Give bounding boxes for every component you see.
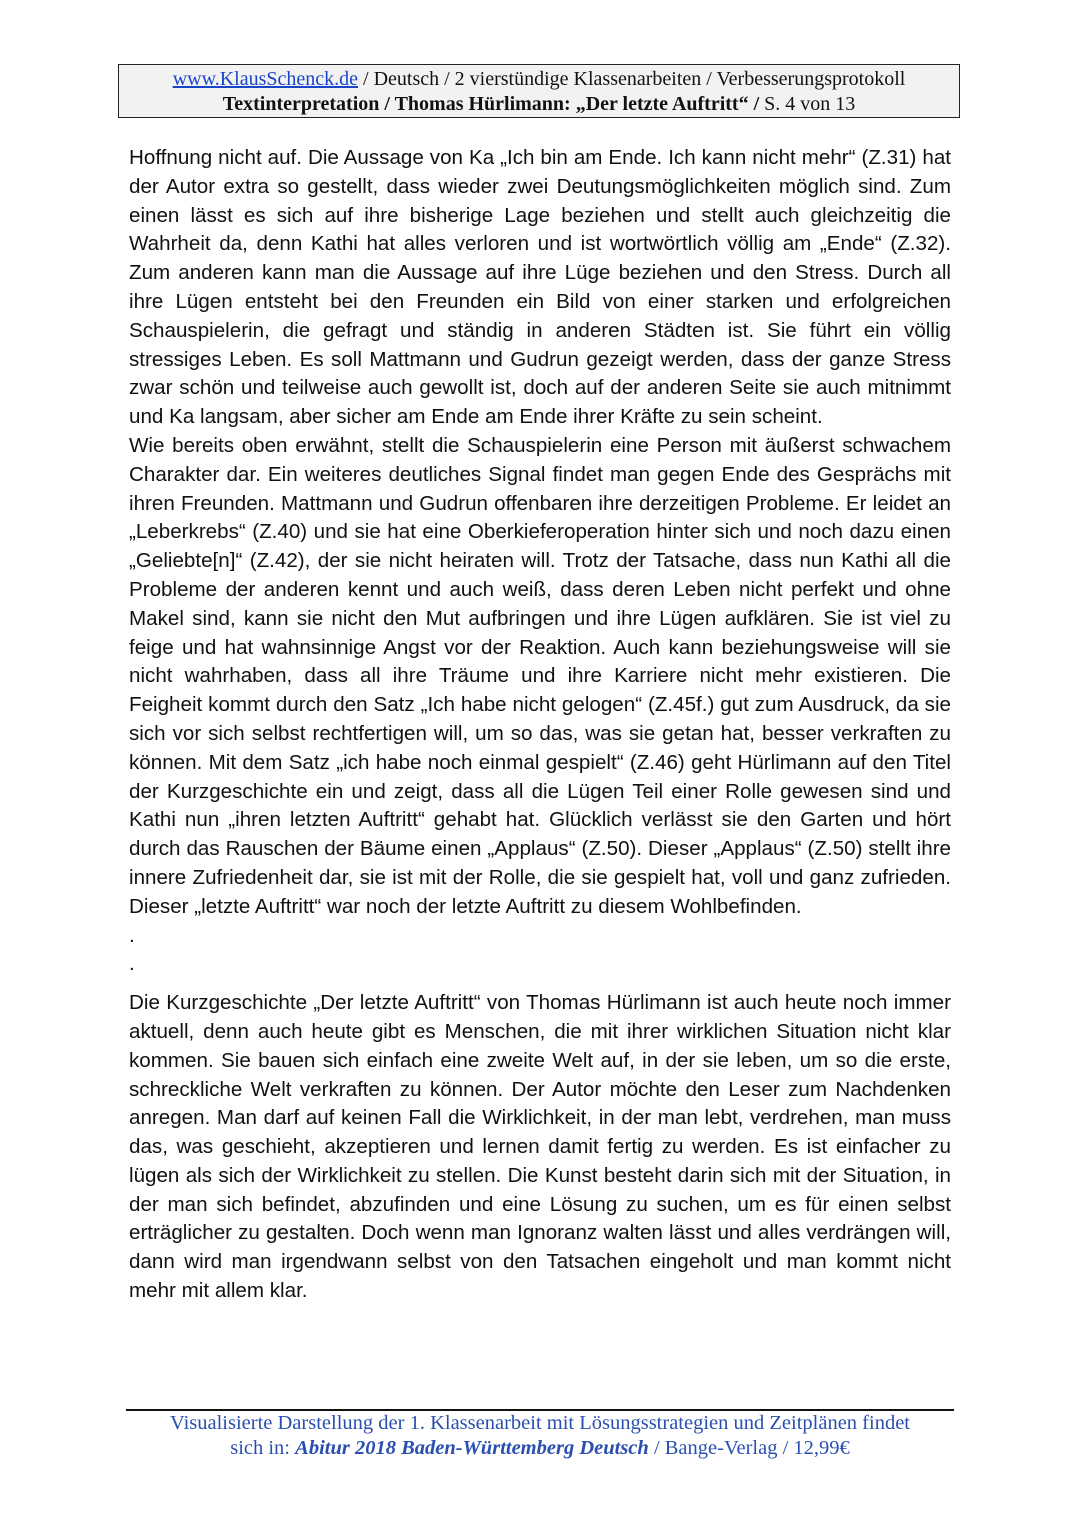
spacer [129, 979, 951, 989]
website-link[interactable]: www.KlausSchenck.de [172, 68, 359, 90]
header-line-1 [119, 67, 959, 92]
header-line-1-text: / Deutsch / 2 vierstündige Klassenarbeiten / Verbesserungsprotokoll [358, 68, 906, 90]
header-line-2 [119, 92, 959, 117]
separator-dot-1: . [129, 923, 135, 947]
footer-book-title: Abitur 2018 Baden-Württemberg Deutsch [295, 1437, 649, 1459]
footer-publisher: / Bange-Verlag / 12,99€ [648, 1437, 850, 1459]
separator-dot-2: . [129, 952, 135, 976]
paragraph-2: Wie bereits oben erwähnt, stellt die Schauspielerin eine Person mit äußerst schwachem Charakter dar. Ein weiteres deutliches Signal findet man gegen Ende des Gesprächs mit ihren Freunden. Mattmann und Gudrun offenbaren ihre derzeitigen Probleme. Er leidet an „Leberkrebs“ (Z.40) und sie hat eine Oberkieferoperation hinter sich und noch dazu einen „Geliebte[n]“ (Z.42), der sie nicht heiraten will. Trotz der Tatsache, dass nun Kathi all die Probleme der anderen kennt und auch weiß, dass deren Leben nicht perfekt und ohne Makel sind, kann sie nicht den Mut aufbringen und ihre Lügen aufklären. Sie ist viel zu feige und hat wahnsinnige Angst vor der Reaktion. Auch kann beziehungsweise will sie nicht wahrhaben, dass all ihre Träume und ihre Karriere nicht mehr existieren. Die Feigheit kommt durch den Satz „Ich habe nicht gelogen“ (Z.45f.) gut zum Ausdruck, da sie sich vor sich selbst rechtfertigen will, um so das, was sie getan hat, besser verkraften zu können. Mit dem Satz „ich habe noch einmal gespielt“ (Z.46) geht Hürlimann auf den Titel der Kurzgeschichte ein und zeigt, dass all die Lügen Teil einer Rolle gewesen sind und Kathi nun „ihren letzten Auftritt“ gehabt hat. Glücklich verlässt sie den Garten und hört durch das Rauschen der Bäume einen „Applaus“ (Z.50). Dieser „Applaus“ (Z.50) stellt ihre innere Zufriedenheit dar, sie ist mit der Rolle, die sie gespielt hat, voll und ganz zufrieden. Dieser „letzte Auftritt“ war noch der letzte Auftritt zu diesem Wohlbefinden. [129, 433, 951, 918]
footer-line-1: Visualisierte Darstellung der 1. Klassenarbeit mit Lösungsstrategien und Zeitplänen findet [170, 1412, 910, 1434]
page-footer [120, 1411, 960, 1461]
header-title: Textinterpretation / Thomas Hürlimann: „Der letzte Auftritt“ / [222, 93, 760, 115]
page-number: S. 4 von 13 [759, 93, 856, 115]
footer-line-2-prefix: sich in: [230, 1437, 296, 1459]
paragraph-3: Die Kurzgeschichte „Der letzte Auftritt“ von Thomas Hürlimann ist auch heute noch immer aktuell, denn auch heute gibt es Menschen, die mit ihrer wirklichen Situation nicht klar kommen. Sie bauen sich einfach eine zweite Welt auf, in der sie leben, um so die erste, schreckliche Welt verkraften zu können. Der Autor möchte den Leser zum Nachdenken anregen. Man darf auf keinen Fall die Wirklichkeit, in der man lebt, verdrehen, man muss das, was geschieht, akzeptieren und lernen damit fertig zu werden. Es ist einfacher zu lügen als sich der Wirklichkeit zu stellen. Die Kunst besteht darin sich mit der Situation, in der man sich befindet, abzufinden und eine Lösung zu suchen, um es für einen selbst erträglicher zu gestalten. Doch wenn man Ignoranz walten lässt und alles verdrängen will, dann wird man irgendwann selbst von den Tatsachen eingeholt und man kommt nicht mehr mit allem klar. [129, 991, 951, 1303]
page-header [118, 64, 960, 118]
document-body [129, 144, 951, 1306]
footer-line-2 [120, 1436, 960, 1461]
paragraph-1: Hoffnung nicht auf. Die Aussage von Ka „Ich bin am Ende. Ich kann nicht mehr“ (Z.31) hat der Autor extra so gestellt, dass wieder zwei Deutungsmöglichkeiten möglich sind. Zum einen lässt es sich auf ihre bisherige Lage beziehen und stellt auch gleichzeitig die Wahrheit da, denn Kathi hat alles verloren und ist wortwörtlich völlig am „Ende“ (Z.32). Zum anderen kann man die Aussage auf ihre Lüge beziehen und den Stress. Durch all ihre Lügen entsteht bei den Freunden ein Bild von einer starken und erfolgreichen Schauspielerin, die gefragt und ständig in anderen Städten ist. Sie führt ein völlig stressiges Leben. Es soll Mattmann und Gudrun gezeigt werden, dass der ganze Stress zwar schön und teilweise auch gewollt ist, doch auf der anderen Seite sie auch mitnimmt und Ka langsam, aber sicher am Ende am Ende ihrer Kräfte zu sein scheint. [129, 146, 951, 429]
